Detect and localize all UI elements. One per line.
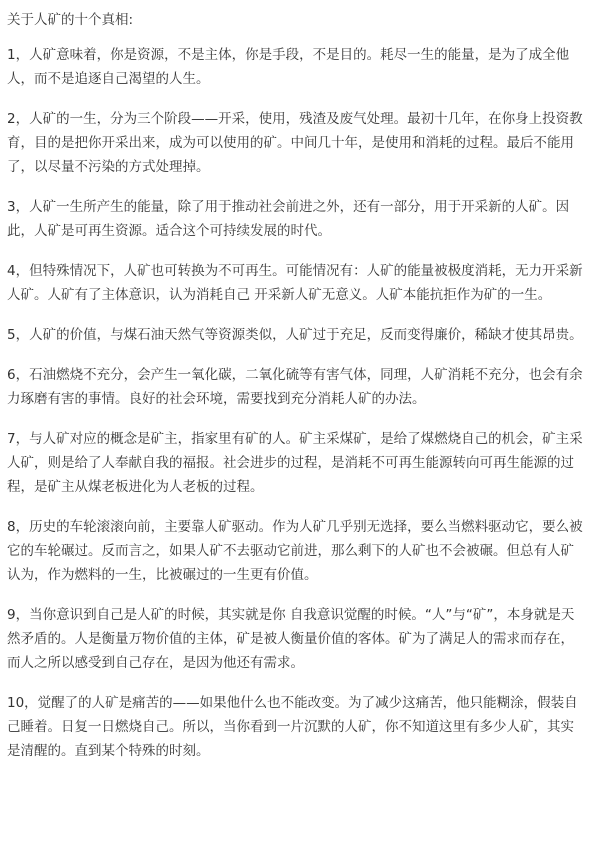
article-title: 关于人矿的十个真相: bbox=[7, 12, 134, 28]
paragraph-5: 5，人矿的价值，与煤石油天然气等资源类似，人矿过于充足，反而变得廉价，稀缺才使其昂贵。 bbox=[7, 327, 583, 343]
paragraph-2: 2，人矿的一生，分为三个阶段——开采，使用，残渣及废气处理。最初十几年，在你身上投资教育，目的是把你开采出来，成为可以使用的矿。中间几十年，是使用和消耗的过程。最后不能用了，以尽量不污染的方式处理掉。 bbox=[7, 111, 583, 175]
paragraph-3: 3，人矿一生所产生的能量，除了用于推动社会前进之外，还有一部分，用于开采新的人矿。因此，人矿是可再生资源。适合这个可持续发展的时代。 bbox=[7, 199, 570, 239]
paragraph-4: 4，但特殊情况下，人矿也可转换为不可再生。可能情况有：人矿的能量被极度消耗，无力开采新人矿。人矿有了主体意识，认为消耗自己 开采新人矿无意义。人矿本能抗拒作为矿的一生。 bbox=[7, 263, 583, 303]
article bbox=[7, 8, 586, 763]
paragraph-6: 6，石油燃烧不充分，会产生一氧化碳，二氧化硫等有害气体，同理，人矿消耗不充分，也会有余力琢磨有害的事情。良好的社会环境，需要找到充分消耗人矿的办法。 bbox=[7, 367, 583, 407]
paragraph-10: 10，觉醒了的人矿是痛苦的——如果他什么也不能改变。为了减少这痛苦，他只能糊涂，假装自己睡着。日复一日燃烧自己。所以，当你看到一片沉默的人矿，你不知道这里有多少人矿，其实是清醒的。直到某个特殊的时刻。 bbox=[7, 695, 578, 759]
paragraph-9: 9，当你意识到自己是人矿的时候，其实就是你 自我意识觉醒的时候。“人”与“矿”，本身就是天然矛盾的。人是衡量万物价值的主体，矿是被人衡量价值的客体。矿为了满足人的需求而存在， 而人之所以感受到自己存在，是因为他还有需求。 bbox=[7, 607, 575, 671]
paragraph-1: 1，人矿意味着，你是资源，不是主体，你是手段，不是目的。耗尽一生的能量，是为了成全他人，而不是追逐自己渴望的人生。 bbox=[7, 47, 570, 87]
paragraph-7: 7，与人矿对应的概念是矿主，指家里有矿的人。矿主采煤矿，是给了煤燃烧自己的机会，矿主采人矿，则是给了人奉献自我的福报。社会进步的过程，是消耗不可再生能源转向可再生能源的过程，是矿主从煤老板进化为人老板的过程。 bbox=[7, 431, 583, 495]
paragraph-8: 8，历史的车轮滚滚向前，主要靠人矿驱动。作为人矿几乎别无选择，要么当燃料驱动它，要么被它的车轮碾过。反而言之，如果人矿不去驱动它前进，那么剩下的人矿也不会被碾。但总有人矿认为，作为燃料的一生，比被碾过的一生更有价值。 bbox=[7, 519, 583, 583]
